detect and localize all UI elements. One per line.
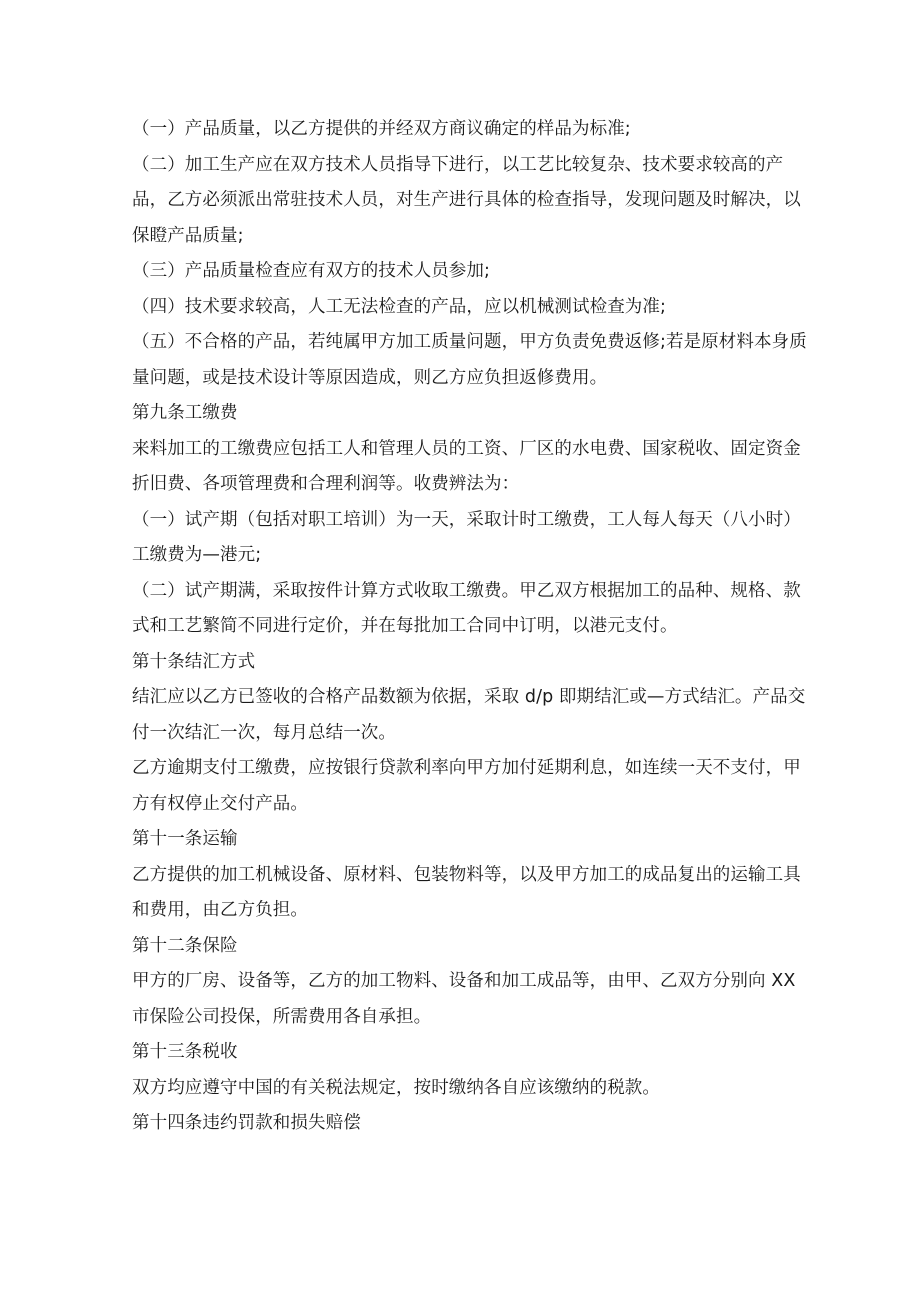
text-line: 方有权停止交付产品。 — [132, 793, 308, 814]
section-heading: 第九条工缴费 — [132, 403, 238, 423]
text-line: 乙方逾期支付工缴费，应按银行贷款利率向甲方加付延期利息，如连续一天不支付，甲 — [132, 758, 801, 778]
text-line: 工缴费为—港元; — [132, 545, 262, 565]
section-heading: 第十条结汇方式 — [132, 651, 256, 672]
section-heading: 第十三条税收 — [132, 1042, 238, 1062]
text-line: 结汇应以乙方已签收的合格产品数额为依据，采取 d/p 即期结汇或—方式结汇。产品交 — [132, 687, 806, 707]
text-line: 和费用，由乙方负担。 — [132, 900, 308, 920]
text-line: 双方均应遵守中国的有关税法规定，按时缴纳各自应该缴纳的税款。 — [132, 1077, 660, 1098]
text-line: 式和工艺繁简不同进行定价，并在每批加工合同中订明，以港元支付。 — [132, 616, 678, 636]
section-heading: 第十一条运输 — [132, 829, 238, 849]
text-line: 乙方提供的加工机械设备、原材料、包装物料等，以及甲方加工的成品复出的运输工具 — [132, 864, 801, 885]
text-line: （三）产品质量检查应有双方的技术人员参加; — [132, 261, 490, 281]
text-line: 市保险公司投保，所需费用各自承担。 — [132, 1006, 432, 1027]
text-line: 付一次结汇一次，每月总结一次。 — [132, 722, 396, 743]
text-line: （二）试产期满，采取按件计算方式收取工缴费。甲乙双方根据加工的品种、规格、款 — [132, 580, 801, 601]
text-line: （一）产品质量，以乙方提供的并经双方商议确定的样品为标准; — [132, 119, 631, 139]
text-line: （五）不合格的产品，若纯属甲方加工质量问题，甲方负责免费返修;若是原材料本身质 — [132, 332, 807, 352]
text-line: 量问题，或是技术设计等原因造成，则乙方应负担返修费用。 — [132, 367, 608, 388]
text-line: （四）技术要求较高，人工无法检查的产品，应以机械测试检查为准; — [132, 296, 666, 317]
text-line: 折旧费、各项管理费和合理利润等。收费辨法为： — [132, 474, 520, 494]
text-line: 品，乙方必须派出常驻技术人员，对生产进行具体的检查指导，发现问题及时解决，以 — [132, 190, 801, 210]
section-heading: 第十二条保险 — [132, 935, 238, 956]
text-line: 来料加工的工缴费应包括工人和管理人员的工资、厂区的水电费、国家税收、固定资金 — [132, 438, 801, 459]
section-heading: 第十四条违约罚款和损失赔偿 — [132, 1113, 361, 1133]
text-line: （一）试产期（包括对职工培训）为一天，采取计时工缴费，工人每人每天（八小时） — [132, 509, 801, 530]
text-line: 保瞪产品质量; — [132, 225, 244, 246]
text-line: 甲方的厂房、设备等，乙方的加工物料、设备和加工成品等，由甲、乙双方分别向 XX — [132, 971, 796, 991]
text-line: （二）加工生产应在双方技术人员指导下进行，以工艺比较复杂、技术要求较高的产 — [132, 154, 784, 175]
document-page — [132, 112, 807, 1142]
